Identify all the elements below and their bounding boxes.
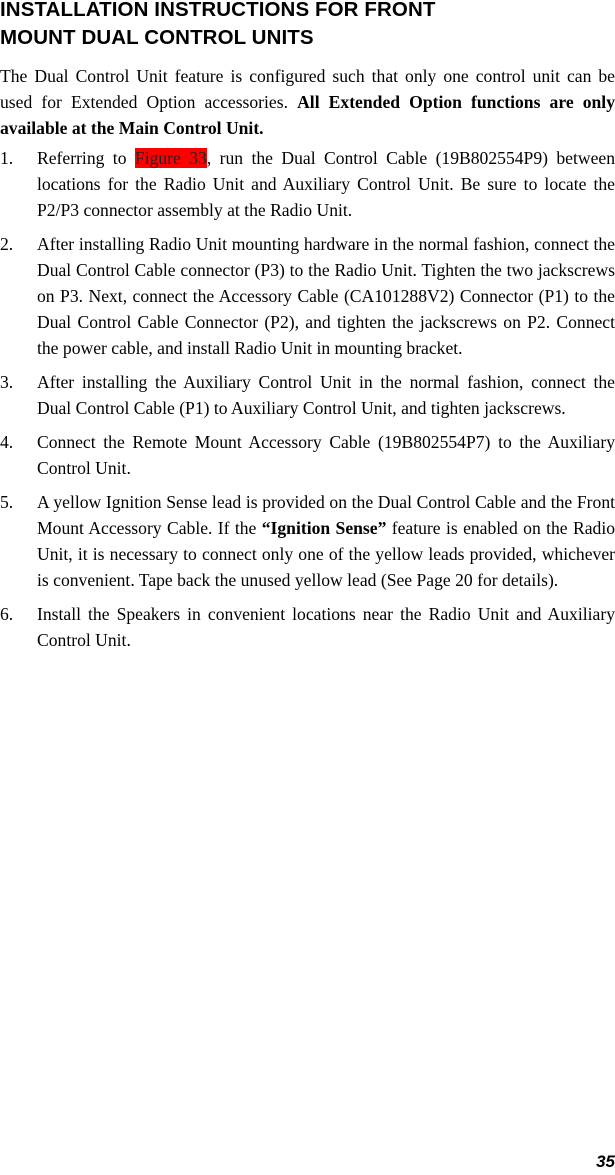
intro-bold-text: All Extended Option functions are only available at the Main Control Unit. [0, 92, 615, 138]
intro-paragraph [0, 63, 615, 141]
step-text: After installing the Auxiliary Control Unit in the normal fashion, connect the Dual Control Cable (P1) to Auxiliary Control Unit, and tighten jackscrews. [37, 372, 615, 418]
step-3 [0, 369, 615, 421]
step-text: A yellow Ignition Sense lead is provided on the Dual Control Cable and the Front Mount Accessory Cable. If the [37, 492, 615, 538]
step-6 [0, 601, 615, 653]
figure-33-link[interactable]: Figure 33 [134, 148, 207, 168]
step-number: 3. [0, 372, 14, 392]
step-4 [0, 429, 615, 481]
heading-line-2: MOUNT DUAL CONTROL UNITS [0, 26, 314, 49]
heading-line-1: INSTALLATION INSTRUCTIONS FOR FRONT [0, 0, 436, 21]
step-text: feature is enabled on the Radio Unit, it is necessary to connect only one of the yellow leads provided, whichever is convenient. Tape back the unused yellow lead (See Page 20 for details). [37, 518, 615, 590]
page-number: 35 [596, 1152, 615, 1171]
page-heading [0, 0, 615, 52]
step-number: 6. [0, 604, 14, 624]
step-1 [0, 145, 615, 223]
step-number: 5. [0, 492, 14, 512]
ignition-sense-term: “Ignition Sense” [261, 518, 387, 538]
intro-text: The Dual Control Unit feature is configured such that only one control unit can be used for Extended Option accessories. [0, 66, 615, 112]
step-number: 4. [0, 432, 14, 452]
step-text: , run the Dual Control Cable (19B802554P9) between locations for the Radio Unit and Auxiliary Control Unit. Be sure to locate the P2/P3 connector assembly at the Radio Unit. [37, 148, 615, 220]
step-number: 2. [0, 234, 14, 254]
step-5 [0, 489, 615, 593]
step-number: 1. [0, 148, 14, 168]
step-2 [0, 231, 615, 361]
step-text: After installing Radio Unit mounting hardware in the normal fashion, connect the Dual Control Cable connector (P3) to the Radio Unit. Tighten the two jackscrews on P3. Next, connect the Accessory Cable (CA101288V2) Connector (P1) to the Dual Control Cable Connector (P2), and tighten the jackscrews on P2. Connect the power cable, and install Radio Unit in mounting bracket. [37, 234, 615, 358]
step-text: Install the Speakers in convenient locations near the Radio Unit and Auxiliary Control Unit. [37, 604, 615, 650]
step-text: Connect the Remote Mount Accessory Cable (19B802554P7) to the Auxiliary Control Unit. [37, 432, 615, 478]
instruction-steps-list [0, 145, 615, 661]
step-text: Referring to [37, 148, 135, 168]
